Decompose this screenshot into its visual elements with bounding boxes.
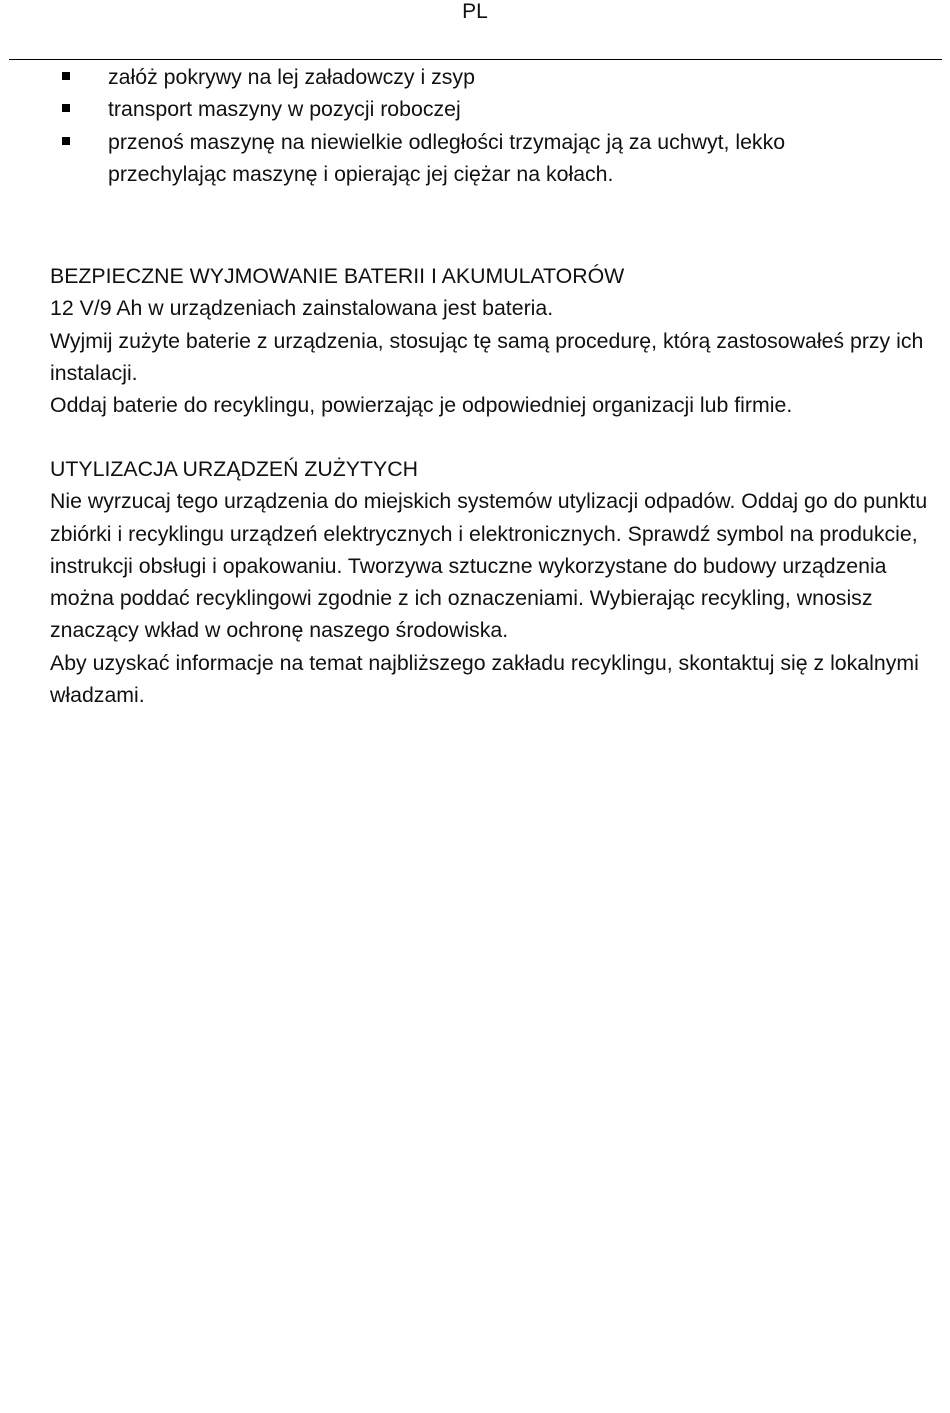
list-item xyxy=(0,61,950,93)
list-item xyxy=(0,93,950,125)
battery-removal-section xyxy=(50,260,940,421)
device-disposal-section xyxy=(50,453,940,711)
paragraph: Nie wyrzucaj tego urządzenia do miejskich systemów utylizacji odpadów. Oddaj go do punktu zbiórki i recyklingu urządzeń elektrycznych i elektronicznych. Sprawdź symbol na produkcie, instrukcji obsługi i opakowaniu. Tworzywa sztuczne wykorzystane do budowy urządzenia można poddać recyklingowi zgodnie z ich oznaczeniami. Wybierając recykling, wnosisz znaczący wkład w ochronę naszego środowiska. xyxy=(50,489,928,643)
paragraph: Aby uzyskać informacje na temat najbliższego zakładu recyklingu, skontaktuj się z lokalnymi władzami. xyxy=(50,650,919,708)
paragraph: 12 V/9 Ah w urządzeniach zainstalowana jest bateria. xyxy=(50,296,554,321)
transport-instructions-list xyxy=(0,61,950,190)
section-title: BEZPIECZNE WYJMOWANIE BATERII I AKUMULATORÓW xyxy=(50,264,625,288)
list-item xyxy=(0,126,950,191)
list-item-text: przenoś maszynę na niewielkie odległości trzymając ją za uchwyt, lekko przechylając maszynę i opierając jej ciężar na kołach. xyxy=(108,129,786,186)
square-bullet-icon xyxy=(62,104,70,112)
page-header xyxy=(0,0,950,24)
square-bullet-icon xyxy=(62,137,70,145)
language-code: PL xyxy=(462,0,488,23)
list-item-text: załóż pokrywy na lej załadowczy i zsyp xyxy=(108,65,475,89)
header-divider xyxy=(9,59,942,60)
square-bullet-icon xyxy=(62,72,70,80)
paragraph: Oddaj baterie do recyklingu, powierzając je odpowiedniej organizacji lub firmie. xyxy=(50,393,793,418)
section-title: UTYLIZACJA URZĄDZEŃ ZUŻYTYCH xyxy=(50,457,418,481)
paragraph: Wyjmij zużyte baterie z urządzenia, stosując tę samą procedurę, którą zastosowałeś przy ich instalacji. xyxy=(50,328,924,385)
list-item-text: transport maszyny w pozycji roboczej xyxy=(108,97,461,122)
